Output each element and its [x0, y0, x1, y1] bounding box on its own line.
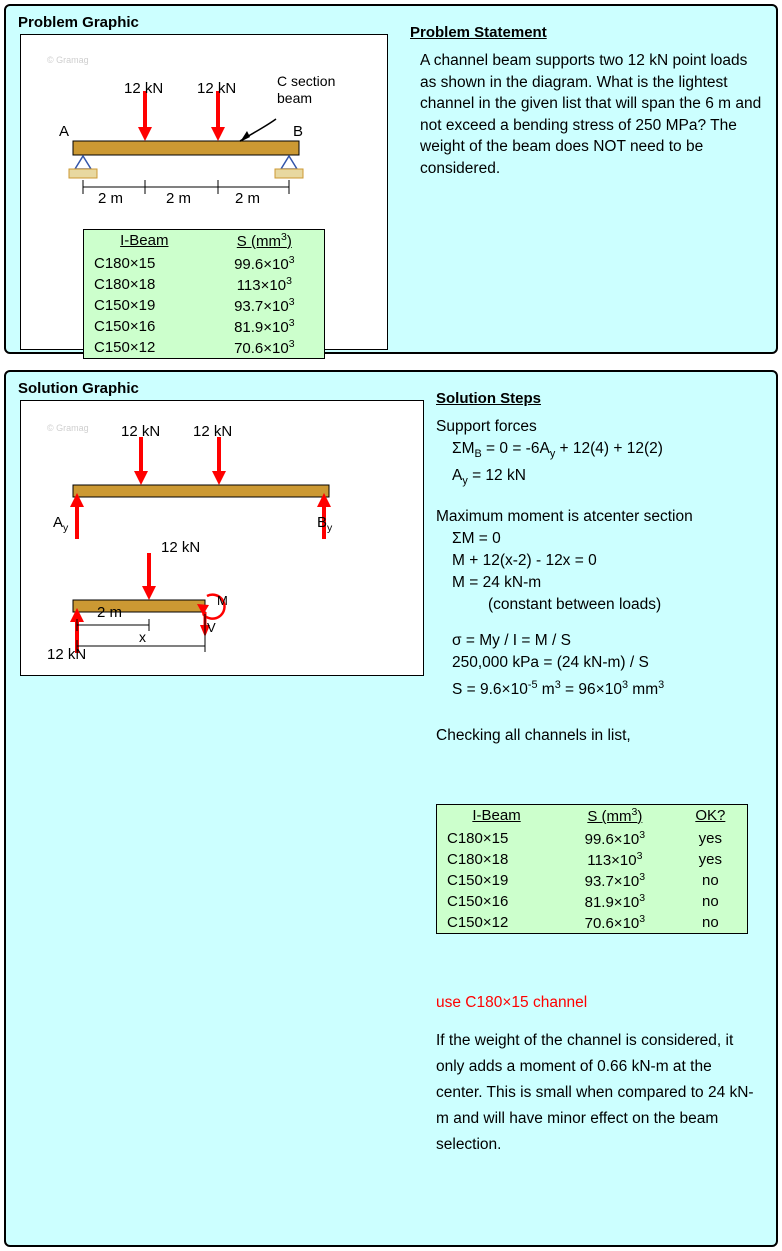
- table-header-row: [84, 230, 325, 254]
- cell-s: $113\times 10^3$: [236, 275, 292, 294]
- problem-beam-table: [83, 229, 325, 359]
- problem-dim2-label: 2 m: [166, 190, 192, 207]
- problem-panel: [4, 4, 778, 357]
- step-m-equation: M + 12(x-2) - 12x = 0: [452, 552, 597, 570]
- problem-support-b-label: B: [293, 123, 304, 140]
- problem-graphic-image: [20, 34, 388, 357]
- problem-graphic-title: Problem Graphic: [18, 14, 139, 31]
- solution-fbd-load-label: 12 kN: [161, 539, 201, 556]
- step-m-note: (constant between loads): [488, 596, 662, 614]
- cell-s: $81.9\times 10^3$: [234, 317, 295, 336]
- solution-panel: [4, 370, 778, 1247]
- table-row: [437, 891, 748, 912]
- table-row: [84, 253, 325, 274]
- cell-ok: no: [701, 914, 719, 931]
- cell-ok: yes: [698, 851, 722, 868]
- cell-beam: C180×18: [94, 276, 156, 293]
- step-sum-m: ΣM = 0: [452, 530, 501, 548]
- solution-results-table: [436, 804, 748, 934]
- step-ay-result: $A_y = 12$ kN: [452, 467, 526, 488]
- cell-s: $99.6\times 10^3$: [584, 829, 646, 848]
- cell-beam: C180×18: [447, 851, 509, 868]
- problem-dim3-label: 2 m: [235, 190, 261, 207]
- cell-ok: no: [701, 872, 719, 889]
- step-check-intro: Checking all channels in list,: [436, 727, 631, 745]
- solution-reaction-by-label: $B_y$: [317, 514, 333, 534]
- problem-load-right-label: 12 kN: [197, 80, 237, 97]
- step-sigma-equation: σ = My / I = M / S: [452, 632, 571, 650]
- step-moment-equation: $\Sigma M_B = 0 = -6A_y + 12(4) + 12(2)$: [452, 440, 663, 461]
- problem-statement-text: A channel beam supports two 12 kN point loads as shown in the diagram. What is the lightest channel in the given list that will span the 6 m and not exceed a bending stress of 250 MPa? The weight of the beam does NOT need to be considered.: [420, 52, 762, 177]
- header-ibeam: I-Beam: [472, 807, 521, 824]
- header-s: S $(mm^3)$: [587, 806, 643, 825]
- solution-graphic-image: [20, 400, 424, 676]
- solution-fbd-shear-label: V: [207, 620, 216, 635]
- table-row: [437, 828, 748, 849]
- cell-s: $81.9\times 10^3$: [584, 892, 646, 911]
- cell-beam: C150×12: [94, 339, 156, 356]
- table-row: [84, 295, 325, 316]
- cell-beam: C150×19: [447, 872, 509, 889]
- solution-steps-title: Solution Steps: [436, 390, 541, 407]
- table-row: [84, 337, 325, 359]
- cell-ok: no: [701, 893, 719, 910]
- solution-closing-note: If the weight of the channel is considered, it only adds a moment of 0.66 kN-m at the center. This is small when compared to 24 kN-m and will have minor effect on the beam selection.: [436, 1032, 754, 1153]
- solution-fbd-dim-label: 2 m: [97, 604, 123, 621]
- cell-ok: yes: [698, 830, 722, 847]
- cell-beam: C180×15: [94, 255, 156, 272]
- cell-beam: C150×16: [447, 893, 509, 910]
- header-ok: OK?: [695, 807, 726, 824]
- table-row: [437, 912, 748, 934]
- problem-support-a-label: A: [59, 123, 70, 140]
- cell-s: $93.7\times 10^3$: [234, 296, 295, 315]
- cell-beam: C150×16: [94, 318, 156, 335]
- solution-fbd-moment-label: M: [217, 593, 228, 608]
- step-max-moment-heading: Maximum moment is atcenter section: [436, 508, 693, 526]
- problem-load-left-label: 12 kN: [124, 80, 164, 97]
- problem-callout-label: C section beam: [277, 73, 336, 106]
- spacer: [436, 701, 772, 725]
- step-support-forces-heading: Support forces: [436, 418, 537, 435]
- header-s: S $(mm^3)$: [236, 231, 292, 250]
- spacer: [436, 492, 772, 506]
- problem-statement-title: Problem Statement: [410, 24, 547, 41]
- cell-s: $70.6\times 10^3$: [234, 338, 295, 357]
- watermark-problem: © Gramag: [47, 55, 89, 65]
- problem-dim1-label: 2 m: [98, 190, 124, 207]
- cell-beam: C150×19: [94, 297, 156, 314]
- spacer: [436, 616, 772, 630]
- table-row: [84, 274, 325, 295]
- solution-fbd-diagram: [21, 401, 423, 675]
- solution-load-left-label: 12 kN: [121, 423, 161, 440]
- step-s-result: $S = 9.6\times 10^{-5}$ $m^3 = 96\times 10^3$ $mm^3$: [452, 679, 665, 699]
- cell-beam: C180×15: [447, 830, 509, 847]
- cell-s: $93.7\times 10^3$: [584, 871, 646, 890]
- step-stress-equation: 250,000 kPa = (24 kN-m) / S: [452, 654, 649, 672]
- table-row: [437, 849, 748, 870]
- cell-beam: C150×12: [447, 914, 509, 931]
- solution-answer: use C180×15 channel: [436, 994, 588, 1011]
- solution-reaction-ay-label: $A_y$: [53, 514, 69, 534]
- cell-s: $99.6\times 10^3$: [234, 254, 295, 273]
- solution-fbd-reaction-label: 12 kN: [47, 646, 87, 663]
- solution-graphic-title: Solution Graphic: [18, 380, 139, 397]
- step-m-result: M = 24 kN-m: [452, 574, 542, 592]
- table-row: [84, 316, 325, 337]
- cell-s: $113\times 10^3$: [587, 850, 643, 869]
- cell-s: $70.6\times 10^3$: [584, 913, 646, 932]
- solution-load-right-label: 12 kN: [193, 423, 233, 440]
- table-header-row: [437, 805, 748, 829]
- solution-steps-body: [436, 416, 772, 747]
- solution-fbd-x-label: x: [139, 629, 146, 645]
- header-ibeam: I-Beam: [120, 232, 169, 249]
- watermark-solution: © Gramag: [47, 423, 89, 433]
- table-row: [437, 870, 748, 891]
